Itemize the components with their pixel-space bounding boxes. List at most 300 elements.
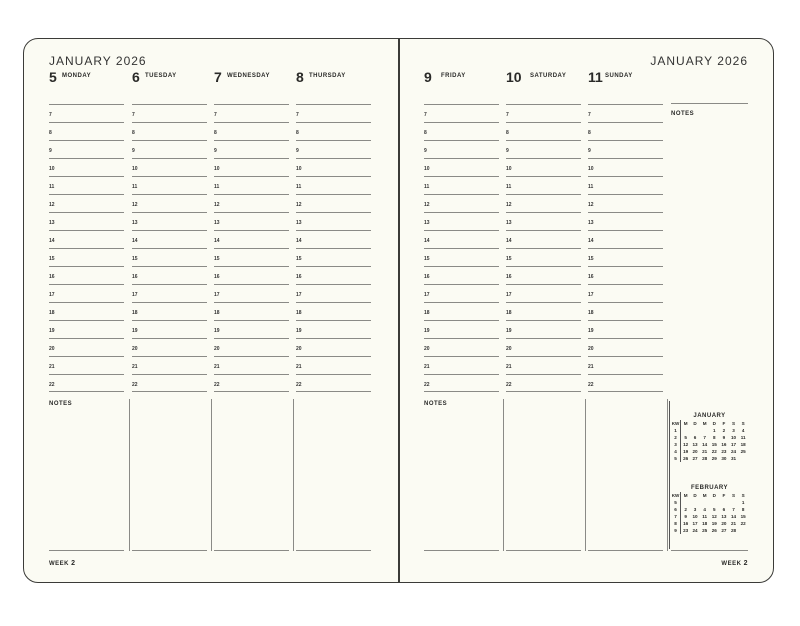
hour-label: 14 (214, 238, 220, 244)
week-number-cell: 2 (671, 434, 681, 441)
day-column-tuesday (132, 69, 207, 392)
hour-slot[interactable] (588, 284, 663, 302)
hour-slot[interactable] (296, 158, 371, 176)
mini-calendar-grid (671, 420, 748, 462)
hour-slot[interactable] (49, 212, 124, 230)
hour-label: 22 (424, 382, 430, 388)
hour-label: 8 (214, 130, 217, 136)
hour-label: 15 (506, 256, 512, 262)
hour-label: 17 (296, 292, 302, 298)
day-cell[interactable]: 4 (703, 507, 706, 512)
column-divider (211, 399, 212, 551)
day-cell[interactable]: 21 (702, 449, 708, 454)
day-cell[interactable]: 7 (732, 507, 735, 512)
hour-slot[interactable] (132, 338, 207, 356)
hour-slot[interactable] (49, 302, 124, 320)
day-cell[interactable]: 11 (740, 435, 746, 440)
day-cell[interactable]: 30 (721, 456, 727, 461)
hour-slot[interactable] (296, 320, 371, 338)
hour-label: 13 (588, 220, 594, 226)
hour-slot[interactable] (506, 212, 581, 230)
hour-slot[interactable] (214, 248, 289, 266)
day-cell[interactable]: 2 (684, 507, 687, 512)
hour-slot[interactable] (49, 284, 124, 302)
hour-slot[interactable] (506, 140, 581, 158)
day-cell[interactable]: 17 (692, 521, 698, 526)
notes-column[interactable] (132, 399, 207, 551)
hour-label: 11 (296, 184, 302, 190)
hour-slot[interactable] (49, 266, 124, 284)
hour-slot[interactable] (424, 140, 499, 158)
day-cell[interactable]: 13 (721, 514, 727, 519)
hour-label: 13 (49, 220, 55, 226)
day-cell[interactable]: 8 (713, 435, 716, 440)
hour-slot[interactable] (49, 230, 124, 248)
hour-slot[interactable] (296, 140, 371, 158)
day-cell[interactable]: 3 (693, 507, 697, 512)
hour-label: 17 (214, 292, 220, 298)
hour-label: 8 (49, 130, 52, 136)
day-cell[interactable]: 11 (702, 514, 708, 519)
hour-label: 12 (588, 202, 594, 208)
day-cell[interactable]: 10 (692, 514, 698, 519)
day-cell[interactable]: 14 (702, 442, 708, 447)
hour-slot[interactable] (214, 230, 289, 248)
hour-label: 9 (506, 148, 509, 154)
day-cell[interactable] (690, 427, 700, 434)
day-cell[interactable]: 25 (740, 449, 746, 454)
day-cell[interactable]: 20 (692, 449, 698, 454)
hour-slot[interactable] (588, 194, 663, 212)
hour-slot[interactable] (588, 338, 663, 356)
hour-label: 15 (132, 256, 138, 262)
day-cell[interactable]: 1 (741, 500, 745, 505)
day-cell[interactable]: 22 (711, 449, 717, 454)
day-number: 8 (296, 69, 304, 85)
day-cell[interactable]: 13 (692, 442, 698, 447)
hour-slot[interactable] (49, 122, 124, 140)
hour-slot[interactable] (132, 356, 207, 374)
hour-label: 22 (588, 382, 594, 388)
day-cell[interactable]: 31 (731, 456, 737, 461)
hour-slot[interactable] (588, 104, 663, 122)
notes-label: NOTES (49, 401, 73, 407)
day-cell[interactable] (719, 499, 729, 506)
hour-label: 10 (132, 166, 138, 172)
day-cell[interactable]: 25 (702, 528, 708, 533)
hour-slot[interactable] (49, 338, 124, 356)
day-cell[interactable]: F (722, 421, 726, 426)
hour-slot[interactable] (49, 194, 124, 212)
day-cell[interactable]: 26 (683, 456, 689, 461)
mini-calendar-title: FEBRUARY (690, 485, 729, 491)
hour-slot[interactable] (132, 374, 207, 392)
hour-slot[interactable] (588, 374, 663, 392)
day-cell[interactable]: M (683, 421, 688, 426)
day-cell[interactable]: 19 (711, 521, 717, 526)
day-cell[interactable]: 28 (731, 528, 737, 533)
hour-slot[interactable] (296, 122, 371, 140)
hour-slot[interactable] (424, 176, 499, 194)
hour-slot[interactable] (214, 176, 289, 194)
hour-slot[interactable] (424, 374, 499, 392)
hour-slot[interactable] (132, 176, 207, 194)
hour-slot[interactable] (424, 302, 499, 320)
day-column-monday (49, 69, 124, 392)
hour-slot[interactable] (214, 302, 289, 320)
notes-column[interactable] (588, 399, 663, 551)
side-notes-section[interactable] (671, 103, 748, 117)
day-cell[interactable]: 12 (711, 514, 717, 519)
hour-label: 16 (296, 274, 302, 280)
day-column-thursday (296, 69, 371, 392)
hour-label: 17 (588, 292, 594, 298)
day-cell[interactable]: S (732, 493, 736, 498)
hour-slot[interactable] (424, 320, 499, 338)
week-number-cell: 1 (671, 427, 681, 434)
day-cell[interactable]: 20 (721, 521, 727, 526)
hour-slot[interactable] (506, 284, 581, 302)
hour-label: 8 (506, 130, 509, 136)
notes-column[interactable] (506, 399, 581, 551)
hour-slot[interactable] (132, 122, 207, 140)
hour-slot[interactable] (49, 176, 124, 194)
hour-label: 15 (424, 256, 430, 262)
day-cell[interactable]: D (693, 493, 697, 498)
day-number: 9 (424, 69, 432, 85)
hour-label: 11 (424, 184, 430, 190)
hour-slot[interactable] (296, 212, 371, 230)
week-number-cell: KW (671, 421, 680, 426)
hour-slot[interactable] (506, 122, 581, 140)
hour-slot[interactable] (296, 374, 371, 392)
day-cell[interactable] (681, 427, 691, 434)
hour-label: 10 (49, 166, 55, 172)
hour-slot[interactable] (296, 266, 371, 284)
hour-label: 7 (506, 112, 509, 118)
hour-slot[interactable] (214, 194, 289, 212)
hour-slot[interactable] (132, 140, 207, 158)
hour-label: 12 (296, 202, 302, 208)
hour-label: 16 (424, 274, 430, 280)
hour-slot[interactable] (49, 104, 124, 122)
hour-slot[interactable] (424, 266, 499, 284)
day-cell[interactable]: 19 (683, 449, 689, 454)
day-cell[interactable]: 18 (740, 442, 746, 447)
day-cell[interactable]: 6 (693, 435, 697, 440)
hour-slot[interactable] (132, 248, 207, 266)
hour-slot[interactable] (214, 140, 289, 158)
hour-slot[interactable] (132, 284, 207, 302)
hour-label: 15 (214, 256, 220, 262)
hour-label: 18 (588, 310, 594, 316)
hour-label: 22 (132, 382, 138, 388)
hour-label: 20 (49, 346, 55, 352)
day-header (214, 69, 289, 104)
hour-label: 19 (424, 328, 430, 334)
day-cell[interactable]: 7 (703, 435, 706, 440)
day-cell[interactable]: 4 (741, 428, 745, 433)
week-number-cell: KW (671, 493, 680, 498)
hour-slot[interactable] (214, 338, 289, 356)
hour-label: 21 (506, 364, 512, 370)
hour-slot[interactable] (296, 302, 371, 320)
hour-slot[interactable] (588, 248, 663, 266)
day-cell[interactable]: 22 (740, 521, 746, 526)
hour-label: 22 (214, 382, 220, 388)
hour-label: 21 (214, 364, 220, 370)
hour-slot[interactable] (506, 176, 581, 194)
hour-slot[interactable] (588, 266, 663, 284)
hour-slot[interactable] (49, 158, 124, 176)
hour-slot[interactable] (214, 356, 289, 374)
hour-label: 19 (132, 328, 138, 334)
hour-slot[interactable] (296, 248, 371, 266)
day-cell[interactable]: 8 (741, 507, 745, 512)
hour-label: 14 (424, 238, 430, 244)
day-cell[interactable] (681, 499, 691, 506)
hour-slot[interactable] (506, 320, 581, 338)
hour-label: 13 (132, 220, 138, 226)
hour-slot[interactable] (506, 338, 581, 356)
hour-slot[interactable] (49, 140, 124, 158)
hour-label: 21 (588, 364, 594, 370)
hour-slot[interactable] (506, 194, 581, 212)
day-name: TUESDAY (145, 73, 177, 79)
hour-label: 15 (49, 256, 55, 262)
hour-slot[interactable] (424, 158, 499, 176)
notes-column[interactable] (424, 399, 499, 551)
day-header (296, 69, 371, 104)
hour-slot[interactable] (214, 122, 289, 140)
hour-slot[interactable] (506, 356, 581, 374)
hour-slot[interactable] (424, 338, 499, 356)
hour-slot[interactable] (506, 104, 581, 122)
hour-slot[interactable] (296, 230, 371, 248)
day-cell[interactable]: 16 (683, 521, 689, 526)
hour-slot[interactable] (588, 356, 663, 374)
day-cell[interactable] (738, 527, 748, 534)
day-column-sunday (588, 69, 663, 392)
day-cell[interactable]: 18 (702, 521, 708, 526)
hour-slot[interactable] (588, 302, 663, 320)
hour-slot[interactable] (424, 122, 499, 140)
hour-slot[interactable] (296, 104, 371, 122)
hour-slot[interactable] (506, 302, 581, 320)
hour-label: 18 (506, 310, 512, 316)
day-name: SATURDAY (530, 73, 567, 79)
day-cell[interactable] (690, 499, 700, 506)
day-header (506, 69, 581, 104)
day-cell[interactable]: D (693, 421, 697, 426)
day-cell[interactable]: 27 (692, 456, 698, 461)
hour-slot[interactable] (296, 356, 371, 374)
day-cell[interactable]: M (702, 493, 707, 498)
hour-slot[interactable] (132, 158, 207, 176)
hour-label: 20 (132, 346, 138, 352)
hour-label: 8 (132, 130, 135, 136)
day-cell[interactable]: 15 (711, 442, 717, 447)
hour-slot[interactable] (588, 212, 663, 230)
day-cell[interactable] (700, 427, 710, 434)
day-cell[interactable]: 27 (721, 528, 727, 533)
hour-label: 21 (132, 364, 138, 370)
day-cell[interactable]: 5 (684, 435, 687, 440)
day-cell[interactable]: 16 (721, 442, 727, 447)
day-cell[interactable]: 9 (722, 435, 726, 440)
day-cell[interactable]: 15 (740, 514, 746, 519)
hour-label: 10 (506, 166, 512, 172)
hour-slot[interactable] (296, 176, 371, 194)
hour-label: 7 (49, 112, 52, 118)
day-name: THURSDAY (309, 73, 346, 79)
day-cell[interactable]: 6 (722, 507, 726, 512)
day-cell[interactable]: 23 (683, 528, 689, 533)
day-header (588, 69, 663, 104)
day-cell[interactable]: 21 (731, 521, 737, 526)
hour-slot[interactable] (506, 374, 581, 392)
day-cell[interactable]: D (712, 493, 716, 498)
hour-slot[interactable] (424, 194, 499, 212)
day-cell[interactable]: S (741, 421, 745, 426)
hour-label: 19 (588, 328, 594, 334)
day-cell[interactable]: F (722, 493, 726, 498)
day-name: MONDAY (62, 73, 92, 79)
notes-column[interactable] (296, 399, 371, 551)
hour-label: 12 (132, 202, 138, 208)
day-cell[interactable]: S (741, 493, 745, 498)
day-cell[interactable]: 17 (731, 442, 737, 447)
hour-slot[interactable] (296, 194, 371, 212)
day-cell[interactable]: 5 (713, 507, 716, 512)
day-name: SUNDAY (605, 73, 633, 79)
hour-slot[interactable] (296, 284, 371, 302)
hour-slot[interactable] (588, 122, 663, 140)
hour-slot[interactable] (588, 320, 663, 338)
hour-slot[interactable] (132, 320, 207, 338)
hour-slot[interactable] (49, 356, 124, 374)
hour-slot[interactable] (296, 338, 371, 356)
hour-label: 19 (214, 328, 220, 334)
day-name: WEDNESDAY (227, 73, 270, 79)
hour-label: 10 (296, 166, 302, 172)
day-cell[interactable]: S (732, 421, 736, 426)
day-cell[interactable] (729, 499, 739, 506)
hour-slot[interactable] (214, 284, 289, 302)
day-cell[interactable]: 23 (721, 449, 727, 454)
mini-calendar-february (671, 485, 748, 534)
day-header (424, 69, 499, 104)
hour-slot[interactable] (49, 320, 124, 338)
day-cell[interactable]: 26 (711, 528, 717, 533)
hour-slot[interactable] (424, 284, 499, 302)
hour-slot[interactable] (506, 266, 581, 284)
hour-label: 21 (49, 364, 55, 370)
hour-slot[interactable] (424, 230, 499, 248)
notes-column[interactable] (49, 399, 124, 551)
hour-label: 11 (49, 184, 55, 190)
day-cell[interactable]: 10 (731, 435, 737, 440)
hour-slot[interactable] (588, 176, 663, 194)
hour-label: 9 (588, 148, 591, 154)
day-column-wednesday (214, 69, 289, 392)
hour-slot[interactable] (506, 230, 581, 248)
day-cell[interactable]: 28 (702, 456, 708, 461)
hour-label: 20 (214, 346, 220, 352)
hour-slot[interactable] (132, 266, 207, 284)
hour-slot[interactable] (214, 266, 289, 284)
hour-slot[interactable] (49, 374, 124, 392)
hour-slot[interactable] (506, 248, 581, 266)
hour-slot[interactable] (132, 194, 207, 212)
day-cell[interactable]: 1 (713, 428, 716, 433)
day-cell[interactable]: M (683, 493, 688, 498)
day-cell[interactable]: 14 (731, 514, 737, 519)
hour-slot[interactable] (588, 140, 663, 158)
hour-label: 13 (424, 220, 430, 226)
hour-label: 22 (296, 382, 302, 388)
day-cell[interactable]: 24 (692, 528, 698, 533)
hour-label: 8 (296, 130, 299, 136)
hour-slot[interactable] (588, 158, 663, 176)
notes-column[interactable] (214, 399, 289, 551)
hour-label: 9 (132, 148, 135, 154)
column-divider (503, 399, 504, 551)
hour-slot[interactable] (214, 104, 289, 122)
hour-slot[interactable] (424, 356, 499, 374)
hour-slot[interactable] (424, 104, 499, 122)
day-cell[interactable] (700, 499, 710, 506)
day-cell[interactable]: 12 (683, 442, 689, 447)
hour-label: 15 (588, 256, 594, 262)
day-cell[interactable]: 29 (711, 456, 717, 461)
hour-slot[interactable] (214, 212, 289, 230)
hour-label: 11 (588, 184, 594, 190)
hour-slot[interactable] (214, 374, 289, 392)
week-number-cell: 8 (671, 520, 681, 527)
day-cell[interactable]: 24 (731, 449, 737, 454)
day-cell[interactable]: 9 (684, 514, 687, 519)
day-number: 6 (132, 69, 140, 85)
column-divider (293, 399, 294, 551)
hour-slot[interactable] (132, 302, 207, 320)
hour-slot[interactable] (424, 248, 499, 266)
day-cell[interactable]: M (702, 421, 707, 426)
day-number: 7 (214, 69, 222, 85)
hour-slot[interactable] (132, 104, 207, 122)
hour-label: 18 (132, 310, 138, 316)
day-cell[interactable]: D (712, 421, 716, 426)
day-cell[interactable]: 3 (732, 428, 735, 433)
day-cell[interactable] (710, 499, 720, 506)
week-indicator (721, 560, 748, 567)
hour-label: 14 (49, 238, 55, 244)
hour-slot[interactable] (214, 158, 289, 176)
hour-slot[interactable] (49, 248, 124, 266)
hour-slot[interactable] (588, 230, 663, 248)
hour-slot[interactable] (424, 212, 499, 230)
hour-label: 20 (588, 346, 594, 352)
page-title: JANUARY 2026 (650, 54, 748, 68)
hour-slot[interactable] (506, 158, 581, 176)
hour-slot[interactable] (214, 320, 289, 338)
hour-label: 14 (296, 238, 302, 244)
hour-slot[interactable] (132, 212, 207, 230)
day-cell[interactable]: 2 (722, 428, 726, 433)
week-number-cell: 6 (671, 506, 681, 513)
hour-slot[interactable] (132, 230, 207, 248)
day-cell[interactable] (738, 455, 748, 462)
